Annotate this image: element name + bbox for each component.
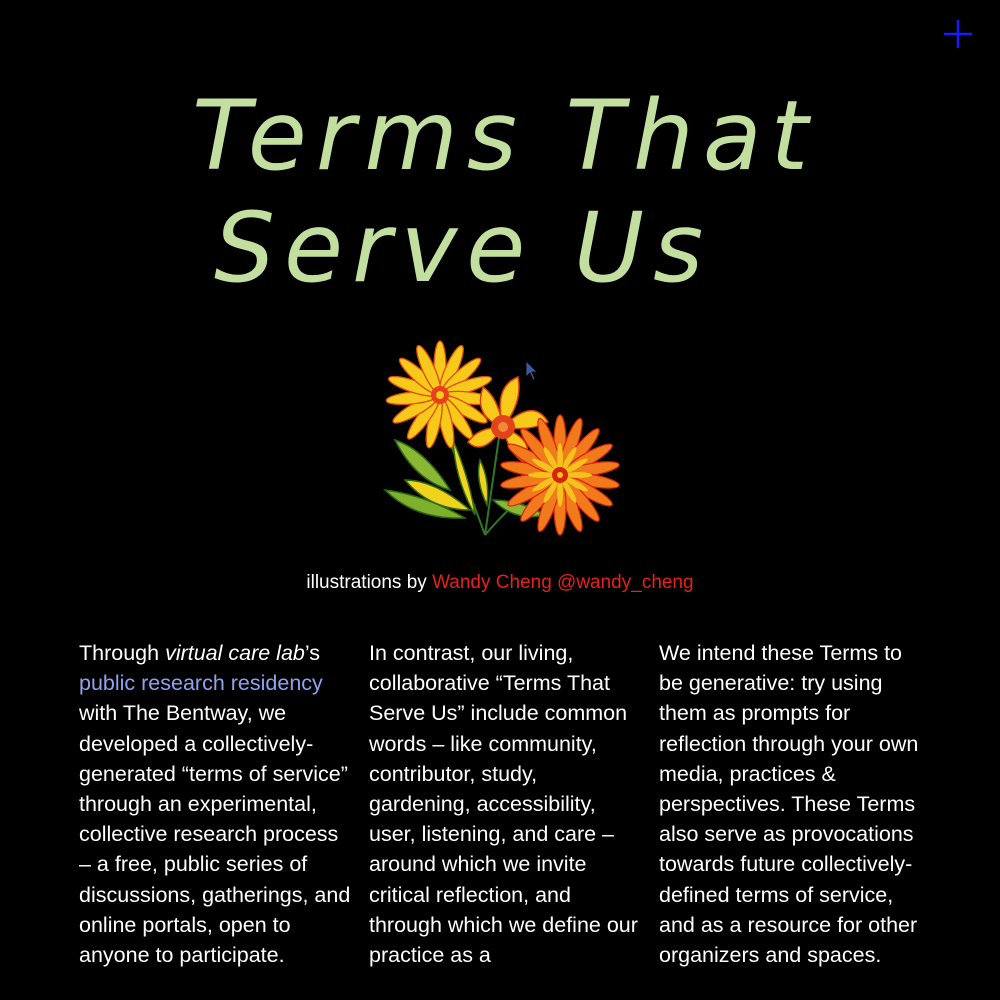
page-title-line-2: Serve Us [214,192,713,304]
col1-italic: virtual care lab [165,641,305,665]
plus-icon [938,14,978,54]
residency-link[interactable]: public research residency [79,671,323,696]
intro-column-1 [79,638,351,970]
flower-right [500,415,620,535]
artist-link[interactable]: Wandy Cheng @wandy_cheng [432,572,694,593]
illustration-credit [0,571,1000,595]
col1-text-3: with The Bentway, we developed a collectively-generated “terms of service” through an experimental, collective research process – a free, public series of discussions, gatherings, and online portals, open to anyone to participate. [79,701,351,968]
intro-column-2: In contrast, our living, collaborative “Terms That Serve Us” include common words – like community, contributor, study, gardening, accessibility, user, listening, and care – around which we invite critical reflection, and through which we define our practice as a [369,641,638,968]
flower-illustration [375,330,625,545]
intro-column-3: We intend these Terms to be generative: try using them as prompts for reflection through your own media, practices & perspectives. These Terms also serve as provocations towards future collectively-defined terms of service, and as a resource for other organizers and spaces. [659,641,919,968]
plus-menu-button[interactable] [938,14,978,54]
page-title-line-1: Terms That [192,80,818,192]
page-title [0,80,1000,304]
credit-prefix: illustrations by [306,572,433,593]
col1-text-2: ’s [304,641,321,665]
cursor-icon [525,360,539,382]
col1-text-1: Through [79,641,166,665]
